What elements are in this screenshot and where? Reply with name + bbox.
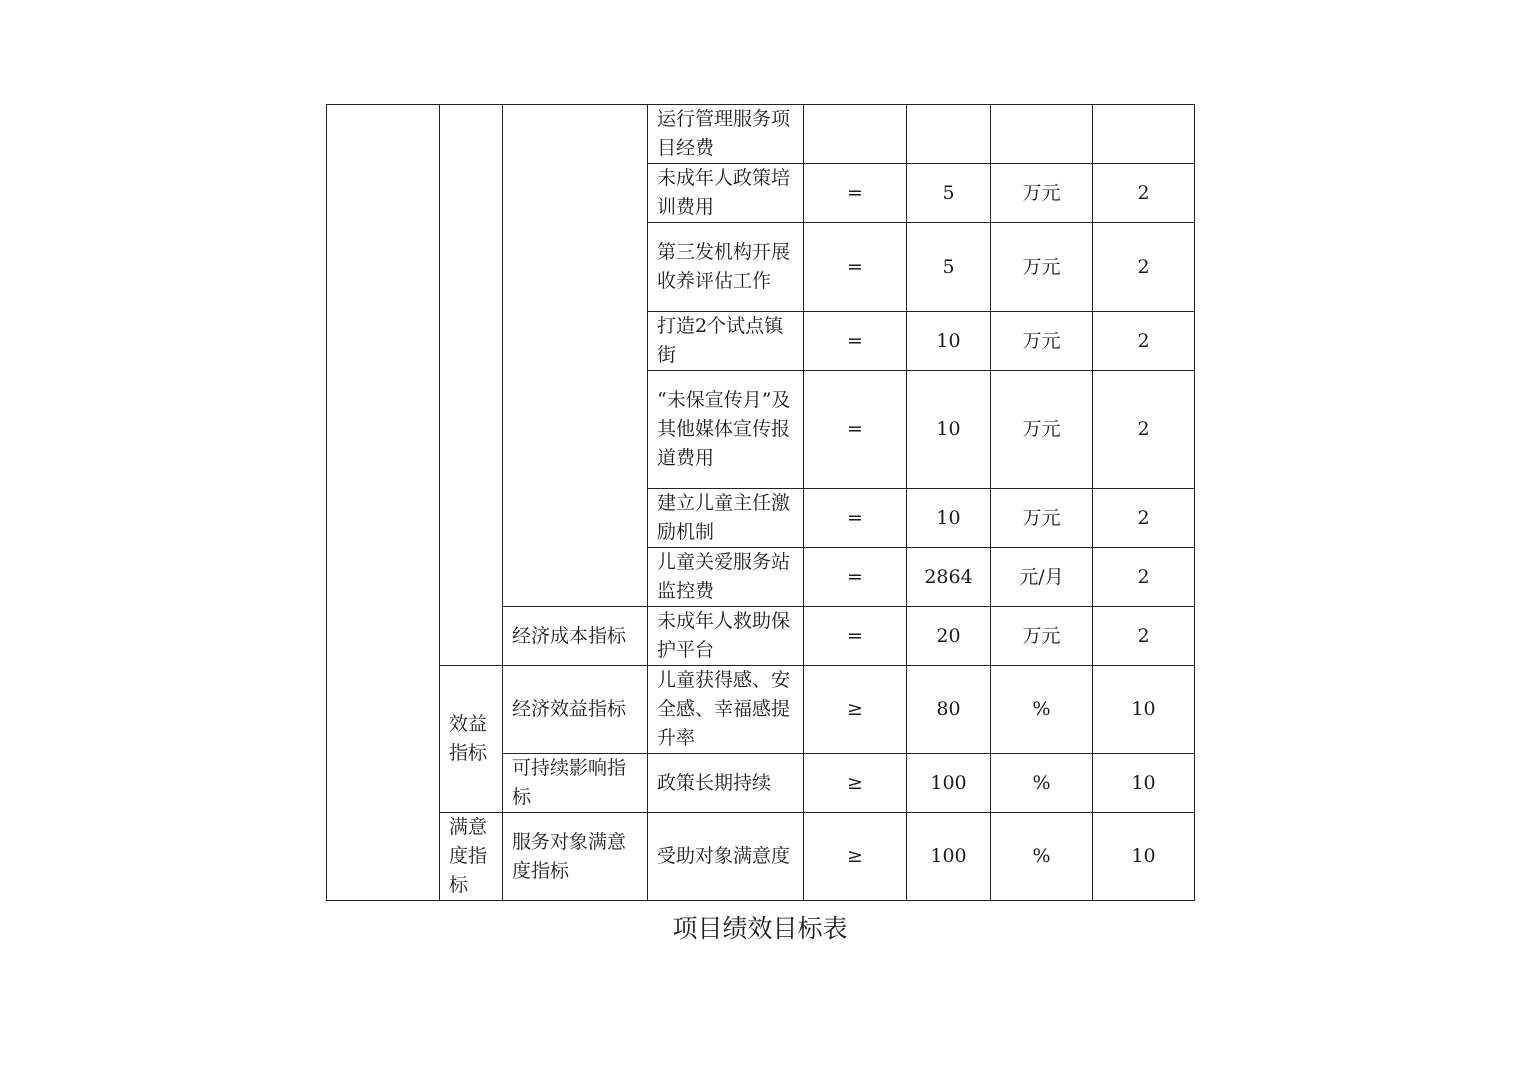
unit-cell bbox=[991, 105, 1093, 164]
level2-cell: 可持续影响指标 bbox=[503, 754, 648, 813]
unit-cell: % bbox=[991, 813, 1093, 901]
score-cell: 10 bbox=[1093, 813, 1195, 901]
operator-cell: = bbox=[804, 548, 907, 607]
table-row bbox=[327, 813, 1195, 901]
indicator-cell: 运行管理服务项目经费 bbox=[648, 105, 804, 164]
value-cell: 80 bbox=[907, 666, 991, 754]
value-cell bbox=[907, 105, 991, 164]
indicator-cell: 第三发机构开展收养评估工作 bbox=[648, 223, 804, 312]
value-cell: 5 bbox=[907, 164, 991, 223]
operator-cell: = bbox=[804, 164, 907, 223]
level2-cell: 服务对象满意度指标 bbox=[503, 813, 648, 901]
unit-cell: 万元 bbox=[991, 312, 1093, 371]
unit-cell: % bbox=[991, 754, 1093, 813]
score-cell: 2 bbox=[1093, 607, 1195, 666]
unit-cell: % bbox=[991, 666, 1093, 754]
level2-cell: 经济效益指标 bbox=[503, 666, 648, 754]
level2-cell: 经济成本指标 bbox=[503, 607, 648, 666]
blank-cell bbox=[440, 105, 503, 666]
operator-cell bbox=[804, 105, 907, 164]
performance-table bbox=[326, 104, 1195, 901]
unit-cell: 万元 bbox=[991, 164, 1093, 223]
value-cell: 100 bbox=[907, 813, 991, 901]
operator-cell: = bbox=[804, 489, 907, 548]
value-cell: 10 bbox=[907, 371, 991, 489]
unit-cell: 万元 bbox=[991, 223, 1093, 312]
operator-cell: ≥ bbox=[804, 666, 907, 754]
score-cell bbox=[1093, 105, 1195, 164]
operator-cell: ≥ bbox=[804, 813, 907, 901]
indicator-cell: 打造2个试点镇街 bbox=[648, 312, 804, 371]
blank-cell bbox=[327, 105, 440, 901]
table-row bbox=[327, 105, 1195, 164]
indicator-cell: “未保宣传月”及其他媒体宣传报道费用 bbox=[648, 371, 804, 489]
value-cell: 5 bbox=[907, 223, 991, 312]
score-cell: 2 bbox=[1093, 489, 1195, 548]
value-cell: 10 bbox=[907, 312, 991, 371]
table-row bbox=[327, 666, 1195, 754]
indicator-cell: 受助对象满意度 bbox=[648, 813, 804, 901]
operator-cell: = bbox=[804, 312, 907, 371]
score-cell: 2 bbox=[1093, 164, 1195, 223]
level1-cell: 效益指标 bbox=[440, 666, 503, 813]
value-cell: 20 bbox=[907, 607, 991, 666]
indicator-cell: 政策长期持续 bbox=[648, 754, 804, 813]
unit-cell: 万元 bbox=[991, 371, 1093, 489]
value-cell: 100 bbox=[907, 754, 991, 813]
indicator-cell: 儿童关爱服务站监控费 bbox=[648, 548, 804, 607]
indicator-cell: 未成年人政策培训费用 bbox=[648, 164, 804, 223]
score-cell: 10 bbox=[1093, 754, 1195, 813]
indicator-cell: 儿童获得感、安全感、幸福感提升率 bbox=[648, 666, 804, 754]
score-cell: 2 bbox=[1093, 371, 1195, 489]
indicator-cell: 建立儿童主任激励机制 bbox=[648, 489, 804, 548]
score-cell: 2 bbox=[1093, 223, 1195, 312]
value-cell: 2864 bbox=[907, 548, 991, 607]
unit-cell: 万元 bbox=[991, 489, 1093, 548]
operator-cell: = bbox=[804, 607, 907, 666]
blank-cell bbox=[503, 105, 648, 607]
unit-cell: 元/月 bbox=[991, 548, 1093, 607]
level1-cell: 满意度指标 bbox=[440, 813, 503, 901]
operator-cell: = bbox=[804, 223, 907, 312]
score-cell: 2 bbox=[1093, 312, 1195, 371]
operator-cell: = bbox=[804, 371, 907, 489]
indicator-cell: 未成年人救助保护平台 bbox=[648, 607, 804, 666]
value-cell: 10 bbox=[907, 489, 991, 548]
unit-cell: 万元 bbox=[991, 607, 1093, 666]
operator-cell: ≥ bbox=[804, 754, 907, 813]
score-cell: 10 bbox=[1093, 666, 1195, 754]
table-caption: 项目绩效目标表 bbox=[672, 914, 848, 943]
score-cell: 2 bbox=[1093, 548, 1195, 607]
